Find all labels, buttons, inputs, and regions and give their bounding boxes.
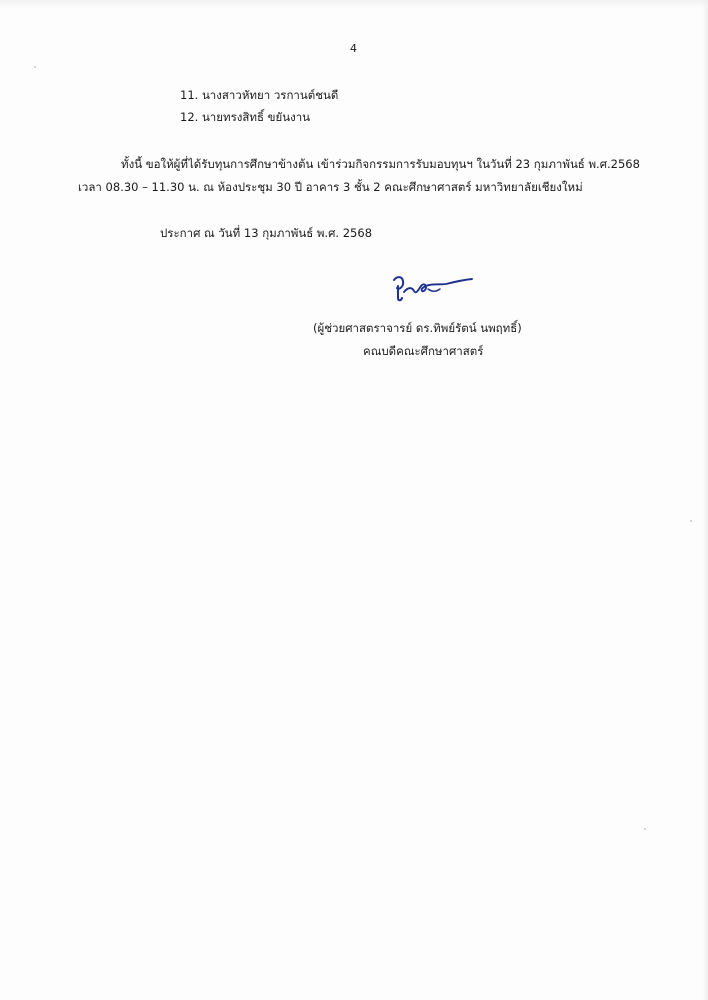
scan-shadow-top [0,0,708,8]
paragraph-line-2: เวลา 08.30 – 11.30 น. ณ ห้องประชุม 30 ปี อาคาร 3 ชั้น 2 คณะศึกษาศาสตร์ มหาวิทยาลัยเชียงใหม่ [78,180,583,194]
handwritten-signature [388,272,478,306]
signatory-name: (ผู้ช่วยศาสตราจารย์ ดร.ทิพย์รัตน์ นพฤทธิ์) [313,321,522,335]
scan-speck [644,828,646,830]
paragraph-line-1: ทั้งนี้ ขอให้ผู้ที่ได้รับทุนการศึกษาข้างต้น เข้าร่วมกิจกรรมการรับมอบทุนฯ ในวันที่ 23 กุมภาพันธ์ พ.ศ.2568 [121,157,640,171]
scan-speck [690,520,692,522]
scan-shadow-right [702,0,708,1000]
page-number: 4 [350,42,357,55]
list-item: 12. นายทรงสิทธิ์ ขยันงาน [180,110,311,124]
signatory-position: คณบดีคณะศึกษาศาสตร์ [363,344,484,358]
scan-speck [34,66,36,68]
list-item: 11. นางสาวหัทยา วรกานต์ชนดี [180,88,339,102]
announcement-date: ประกาศ ณ วันที่ 13 กุมภาพันธ์ พ.ศ. 2568 [160,226,373,240]
